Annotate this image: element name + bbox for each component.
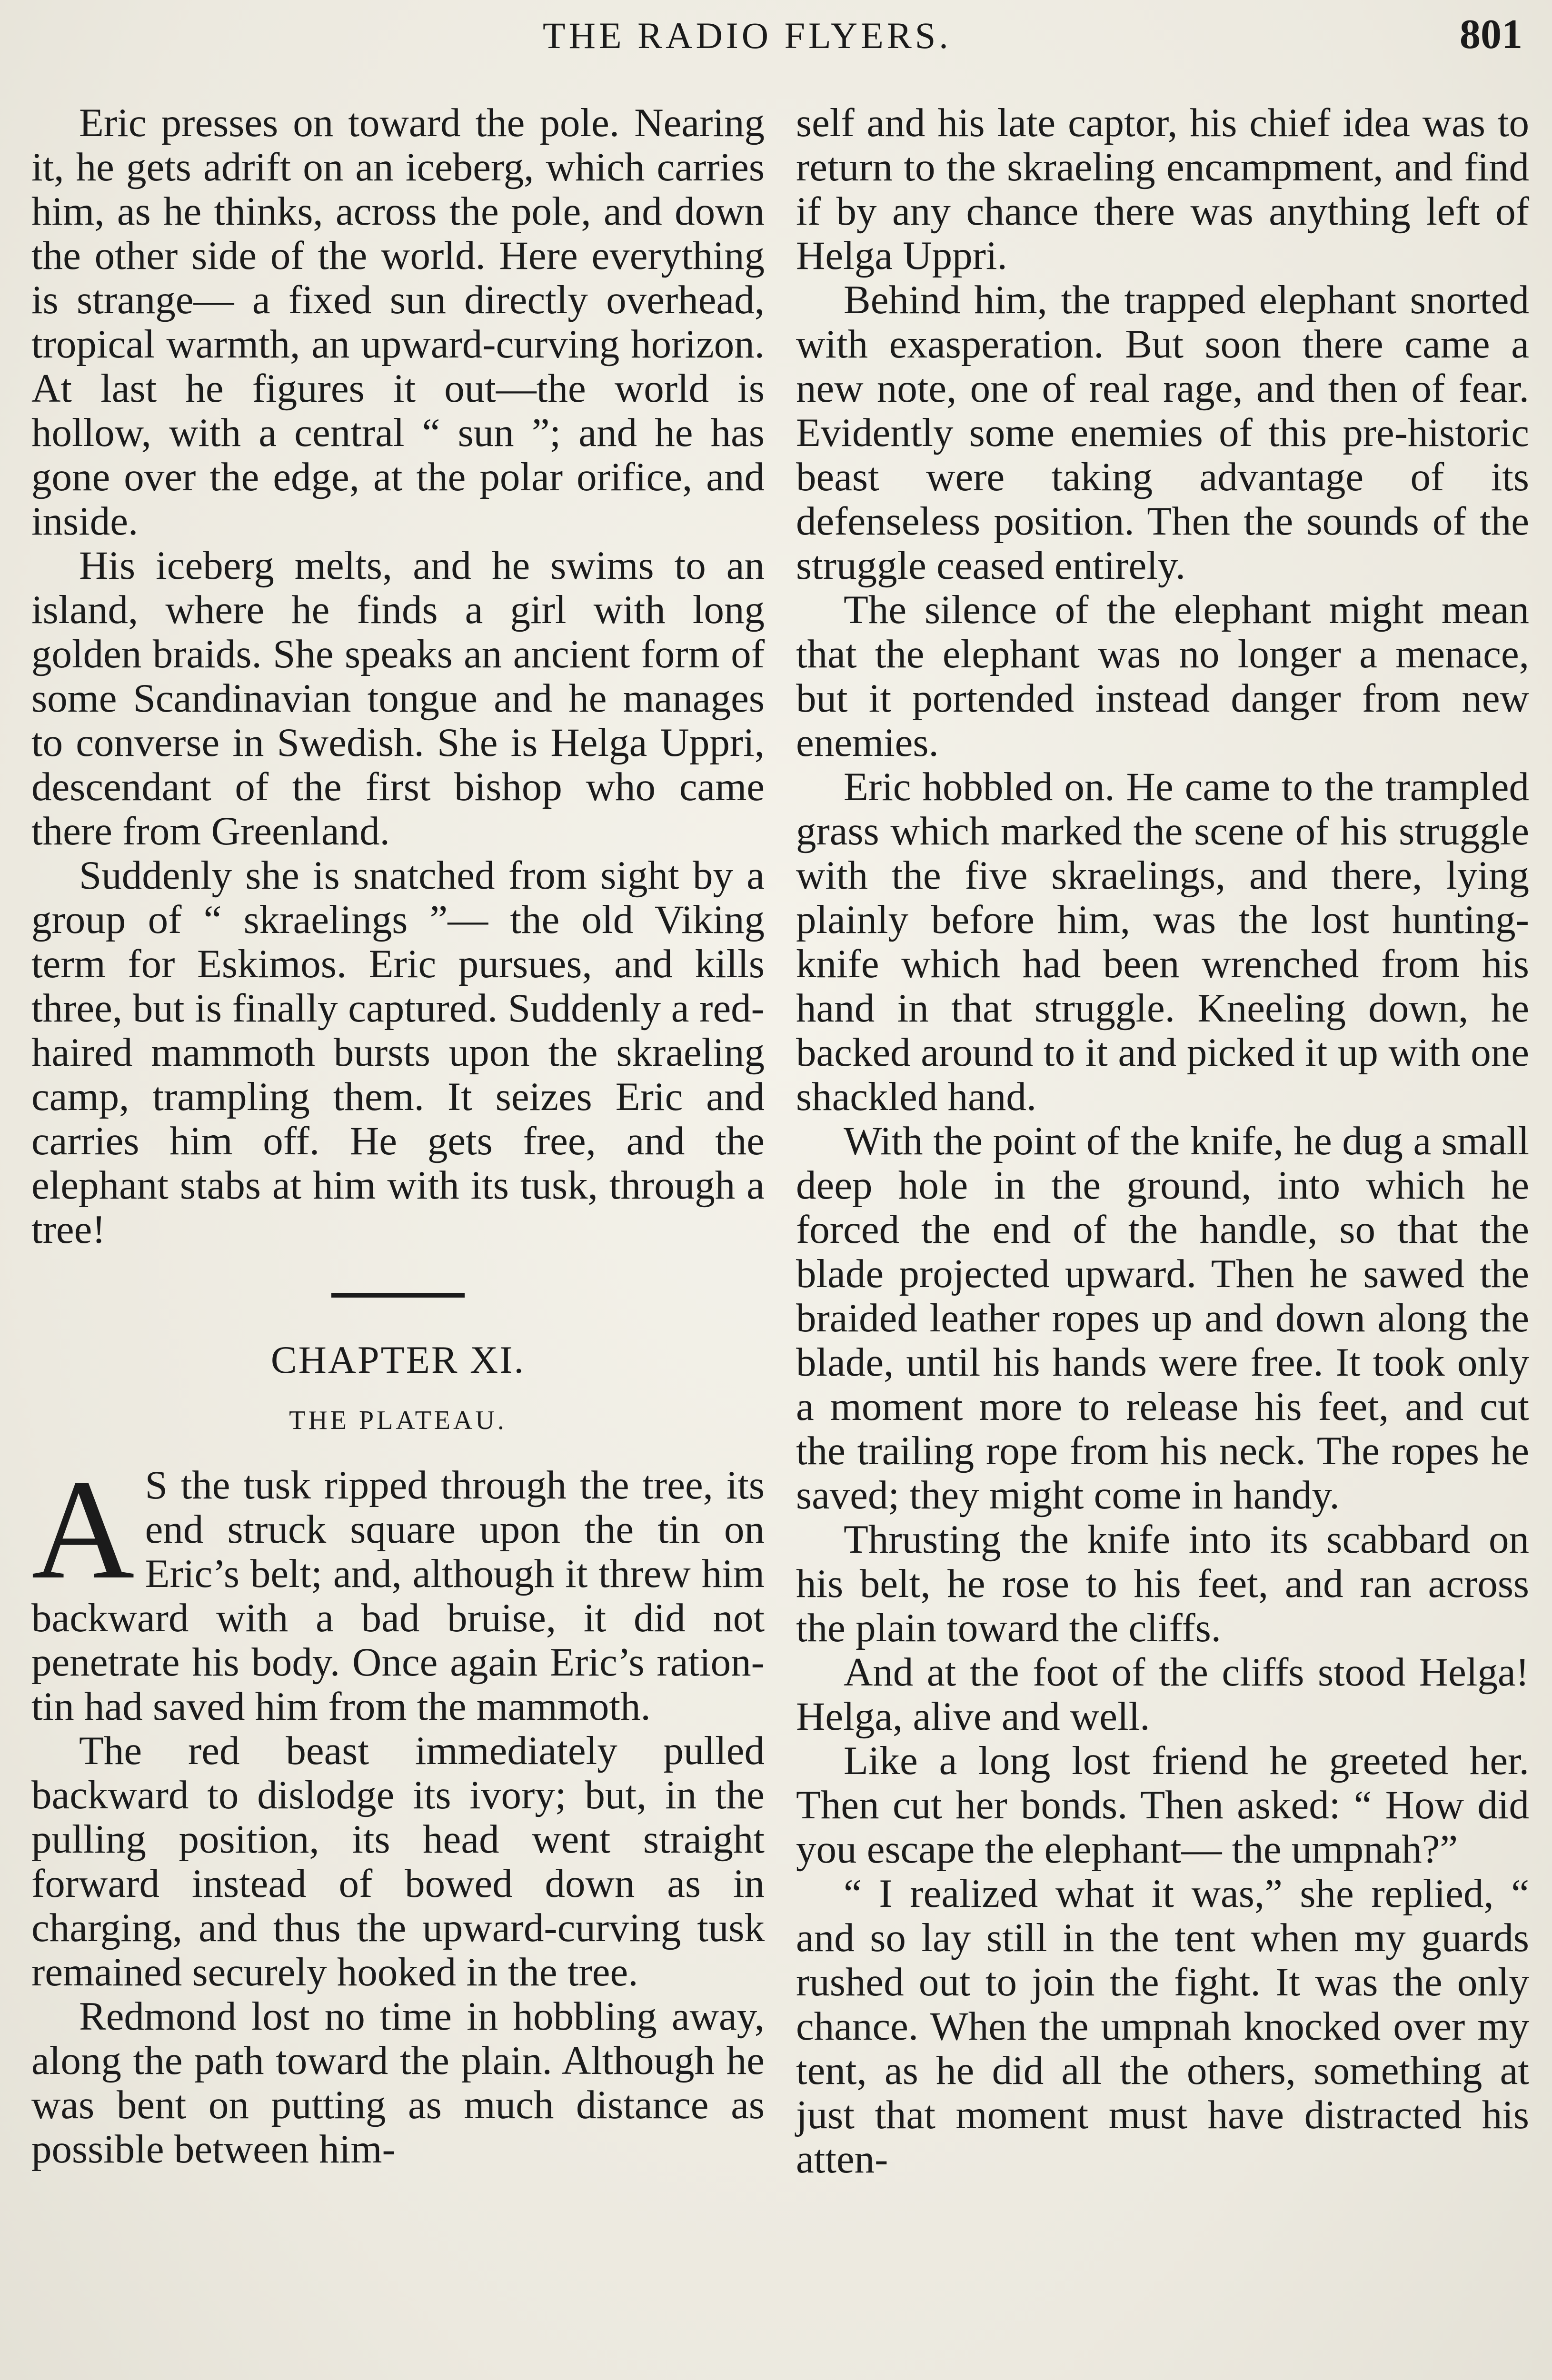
left-column (31, 101, 765, 2172)
chapter-title: CHAPTER XI. (270, 1338, 526, 1381)
body-paragraph: Behind him, the trapped elephant snorted with exasperation. But soon there came a new note, one of real rage, and then of fear. Evidently some enemies of this pre-historic beast were taking advantage of its defenseless position. Then the sounds of the struggle ceased entirely. (796, 278, 1529, 588)
running-head: THE RADIO FLYERS. (543, 15, 952, 56)
opening-paragraph: S the tusk ripped through the tree, its end struck square upon the tin on Eric’s belt; and, although it threw him backward with a bad bruise, it did not penetrate his body. Once again Eric’s ration-tin had saved him from the mammoth. (31, 1463, 765, 1729)
body-paragraph: self and his late captor, his chief idea was to return to the skraeling encampment, and find if by any chance there was anything left of Helga Uppri. (796, 100, 1529, 278)
body-paragraph: Eric hobbled on. He came to the trampled grass which marked the scene of his struggle with the five skraelings, and there, lying plainly before him, was the lost hunting-knife which had been wrenched from his hand in that struggle. Kneeling down, he backed around to it and picked it up with one shackled hand. (796, 764, 1529, 1119)
body-paragraph: The silence of the elephant might mean that the elephant was no longer a menace, but it portended instead danger from new enemies. (796, 587, 1529, 765)
body-paragraph: The red beast immediately pulled backward to dislodge its ivory; but, in the pulling position, its head went straight forward instead of bowed down as in charging, and thus the upward-curving tusk remained securely hooked in the tree. (31, 1728, 765, 1994)
chapter-opening (31, 1450, 765, 1729)
body-paragraph: Like a long lost friend he greeted her. Then cut her bonds. Then asked: “ How did you escape the elephant— the umpnah?” (796, 1738, 1529, 1872)
section-divider (331, 1293, 465, 1298)
page-number: 801 (1460, 11, 1522, 58)
body-paragraph: Thrusting the knife into its scabbard on his belt, he rose to his feet, and ran across the plain toward the cliffs. (796, 1517, 1529, 1650)
chapter-subtitle: THE PLATEAU. (289, 1406, 507, 1435)
body-paragraph: Redmond lost no time in hobbling away, along the path toward the plain. Although he was bent on putting as much distance as possible between him- (31, 1994, 765, 2172)
drop-cap: A (31, 1450, 135, 1608)
body-paragraph: With the point of the knife, he dug a small deep hole in the ground, into which he forced the end of the handle, so that the blade projected upward. Then he sawed the braided leather ropes up and down along the blade, until his hands were free. It took only a moment more to release his feet, and cut the trailing rope from his neck. The ropes he saved; they might come in handy. (796, 1119, 1529, 1517)
summary-paragraph: Suddenly she is snatched from sight by a group of “ skraelings ”— the old Viking term for Eskimos. Eric pursues, and kills three, but is finally captured. Suddenly a red-haired mammoth bursts upon the skraeling camp, trampling them. It seizes Eric and carries him off. He gets free, and the elephant stabs at him with its tusk, through a tree! (31, 853, 765, 1252)
body-paragraph: “ I realized what it was,” she replied, “ and so lay still in the tent when my guards rushed out to join the fight. It was the only chance. When the umpnah knocked over my tent, as he did all the others, something at just that moment must have distracted his atten- (796, 1871, 1529, 2182)
right-column (796, 101, 1529, 2182)
body-paragraph: And at the foot of the cliffs stood Helga! Helga, alive and well. (796, 1650, 1529, 1739)
summary-paragraph: Eric presses on toward the pole. Nearing it, he gets adrift on an iceberg, which carries him, as he thinks, across the pole, and down the other side of the world. Here everything is strange— a fixed sun directly overhead, tropical warmth, an upward-curving horizon. At last he figures it out—the world is hollow, with a central “ sun ”; and he has gone over the edge, at the polar orifice, and inside. (31, 100, 765, 544)
summary-paragraph: His iceberg melts, and he swims to an island, where he finds a girl with long golden braids. She speaks an ancient form of some Scandinavian tongue and he manages to converse in Swedish. She is Helga Uppri, descendant of the first bishop who came there from Greenland. (31, 543, 765, 853)
